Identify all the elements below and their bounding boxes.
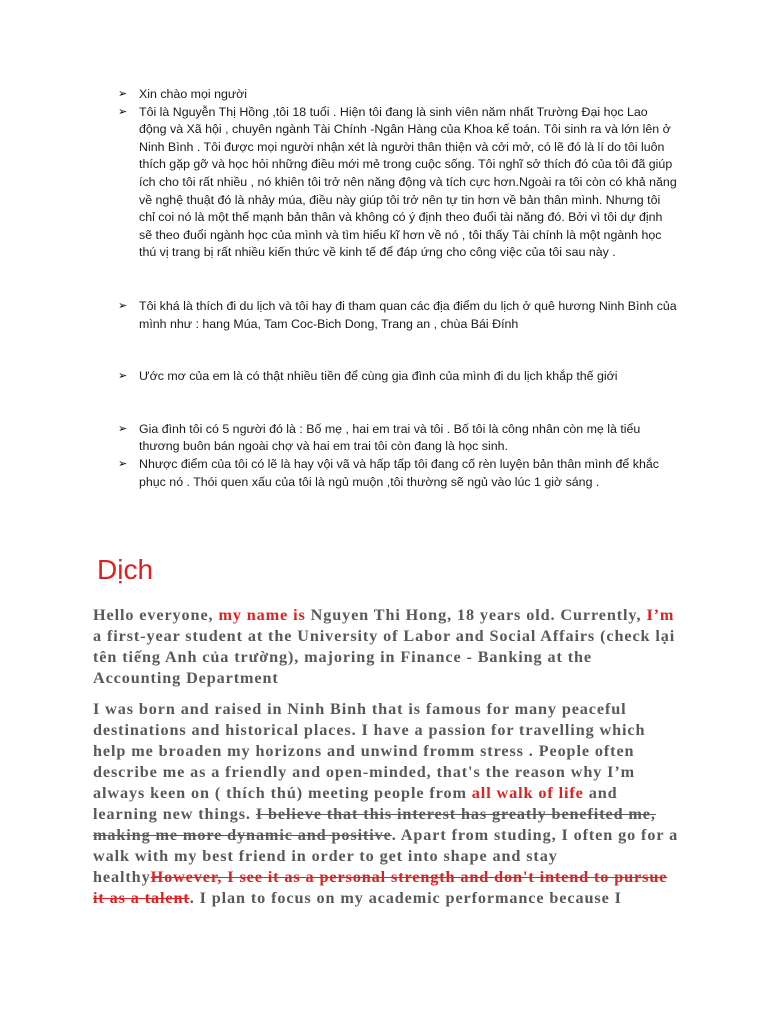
vietnamese-bullet-list (118, 86, 678, 491)
text-run: Hello everyone, (93, 606, 219, 624)
list-item (118, 456, 678, 491)
arrowhead-bullet-icon: ➢ (118, 370, 128, 383)
list-item-text: Tôi khá là thích đi du lịch và tôi hay đi tham quan các địa điểm du lịch ở quê hương Ninh Bình của mình như : hang Múa, Tam Coc-Bich Dong, Trang an , chùa Bái Đính (139, 298, 677, 331)
list-item-text: Ước mơ của em là có thật nhiều tiền để cùng gia đình của mình đi du lịch khắp thế giới (139, 369, 618, 384)
text-run: I was born and raised in Ninh Binh that is famous for many peaceful destinations and historical places. I have a passion for travelling which help me broaden my horizons and unwind fromm stress . People often describe me as a friendly and open-minded, that's the reason why I’m always keen on ( thích thú) meeting people from (93, 700, 646, 802)
arrowhead-bullet-icon: ➢ (118, 422, 128, 435)
arrowhead-bullet-icon: ➢ (118, 88, 128, 100)
list-item-text: Nhược điểm của tôi có lẽ là hay vội vã và hấp tấp tôi đang cố rèn luyện bản thân mình để khắc phục nó . Thói quen xấu của tôi là ngủ muộn ,tôi thường sẽ ngủ vào lúc 1 giờ sáng . (139, 456, 659, 489)
list-item (118, 421, 678, 456)
arrowhead-bullet-icon: ➢ (118, 299, 128, 312)
corrected-text: all walk of life (471, 784, 584, 802)
list-item (118, 104, 678, 262)
text-run: and learning new things. (93, 784, 618, 823)
list-item-text: Xin chào mọi người (139, 87, 248, 101)
translation-paragraph-1 (93, 605, 683, 689)
corrected-text: I’m (646, 606, 675, 624)
text-run: . I plan to focus on my academic performance because I (189, 889, 622, 907)
section-heading-dich: Dịch (97, 554, 154, 585)
corrected-text: my name is (218, 606, 306, 624)
struck-through-red-text: However, I see it as a personal strength and don't intend to pursue it as a talent (93, 868, 668, 907)
arrowhead-bullet-icon: ➢ (118, 457, 128, 470)
text-run: Nguyen Thi Hong, 18 years old. Currently, (305, 606, 647, 624)
list-item (118, 298, 678, 333)
translation-paragraph-2 (93, 699, 683, 909)
list-item (118, 368, 678, 386)
text-run: a first-year student at the University of Labor and Social Affairs (check lại tên tiếng Anh của trường), majoring in Finance - Banking at the Accounting Department (93, 627, 676, 687)
text-run: . Apart from studing, I often go for a walk with my best friend in order to get into shape and stay healthy (93, 826, 679, 886)
list-item-text: Gia đình tôi có 5 người đó là : Bố mẹ , hai em trai và tôi . Bố tôi là công nhân còn mẹ là tiểu thương buôn bán ngoài chợ và hai em trai tôi còn đang là học sinh. (139, 421, 641, 454)
list-item (118, 86, 678, 104)
struck-through-text: I believe that this interest has greatly benefited me, making me more dynamic and positive (93, 805, 656, 844)
arrowhead-bullet-icon: ➢ (118, 105, 128, 118)
list-item-text: Tôi là Nguyễn Thị Hồng ,tôi 18 tuổi . Hiện tôi đang là sinh viên năm nhất Trường Đại học Lao động và Xã hội , chuyên ngành Tài Chính -Ngân Hàng của Khoa kế toán. Tôi sinh ra và lớn lên ở Ninh Bình . Tôi được mọi người nhận xét là người thân thiện và cởi mở, có lẽ đó là lí do tôi luôn thích gặp gỡ và học hỏi những điều mới mẻ trong cuộc sống. Tôi nghĩ sở thích đó của tôi đã giúp ích cho tôi rất nhiều , nó khiên tôi trở nên năng động và tích cực hơn.Ngoài ra tôi còn có khả năng về nghệ thuật đó là nhảy múa, điều này giúp tôi trở nên tự tin hơn về bản thân mình. Nhưng tôi chỉ coi nó là một thế mạnh bản thân và không có ý định theo đuổi tài năng đó. Bởi vì tôi dự định sẽ theo đuổi ngành học của mình và tìm hiểu kĩ hơn về nó , tôi thấy Tài chính là một ngành học thú vị trang bị rất nhiều kiến thức về kinh tế để đáp ứng cho công việc của tôi sau này . (139, 104, 677, 260)
